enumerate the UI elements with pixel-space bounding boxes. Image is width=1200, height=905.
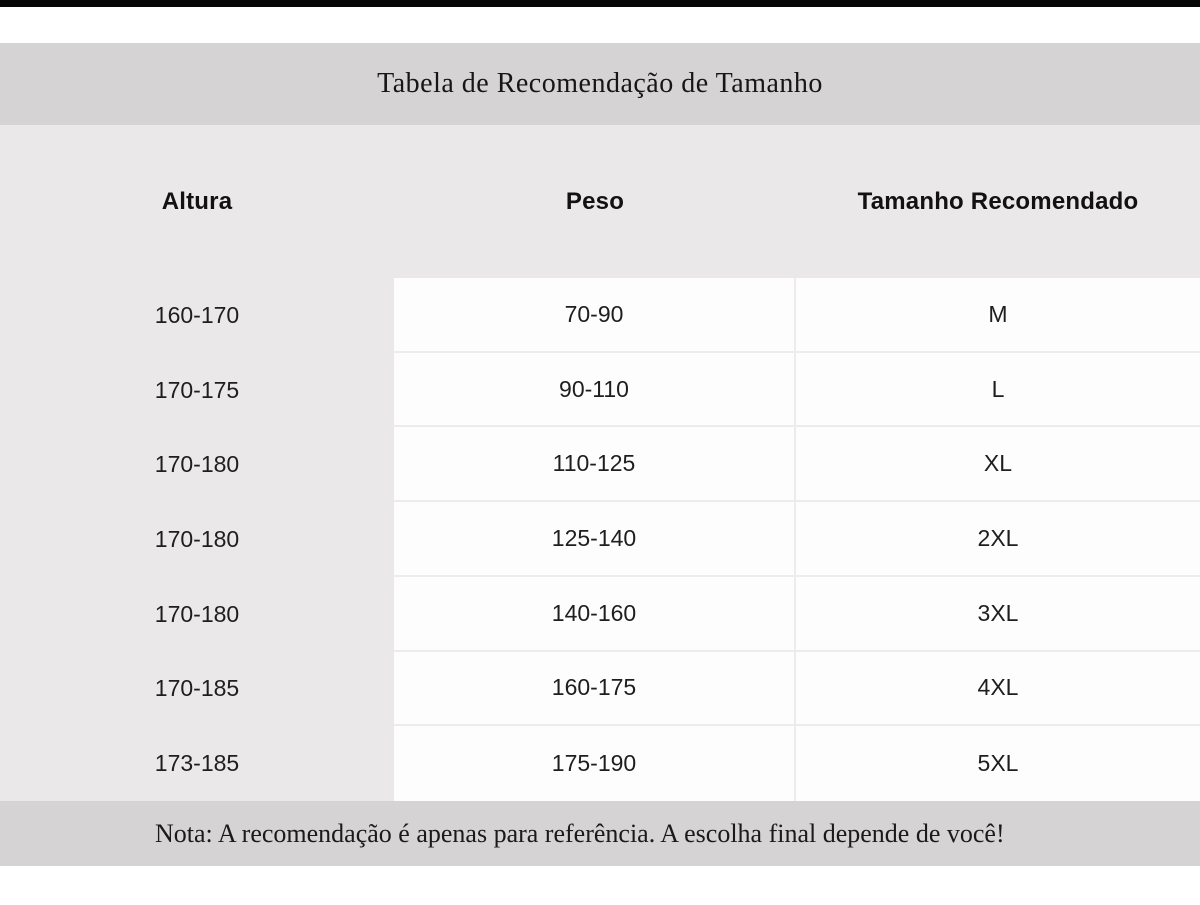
size-table bbox=[0, 125, 1200, 801]
page-title: Tabela de Recomendação de Tamanho bbox=[377, 68, 823, 99]
top-black-bar bbox=[0, 0, 1200, 7]
cell-tamanho: L bbox=[796, 353, 1200, 428]
cell-tamanho: 3XL bbox=[796, 577, 1200, 652]
cell-altura: 173-185 bbox=[154, 750, 240, 777]
table-row bbox=[0, 652, 1200, 727]
cell-altura: 170-185 bbox=[154, 675, 240, 702]
cell-peso: 160-175 bbox=[394, 652, 796, 727]
cell-altura: 170-180 bbox=[154, 451, 240, 478]
table-row bbox=[0, 502, 1200, 577]
cell-peso: 125-140 bbox=[394, 502, 796, 577]
note-text: Nota: A recomendação é apenas para referência. A escolha final depende de você! bbox=[155, 818, 1005, 848]
cell-tamanho: 4XL bbox=[796, 652, 1200, 727]
table-row bbox=[0, 278, 1200, 353]
cell-tamanho: M bbox=[796, 278, 1200, 353]
cell-tamanho: XL bbox=[796, 427, 1200, 502]
cell-altura: 170-180 bbox=[154, 600, 240, 627]
table-row bbox=[0, 577, 1200, 652]
cell-tamanho: 5XL bbox=[796, 726, 1200, 801]
column-header-altura: Altura bbox=[161, 187, 233, 215]
table-row bbox=[0, 726, 1200, 801]
table-row bbox=[0, 353, 1200, 428]
table-body bbox=[0, 278, 1200, 801]
cell-altura: 160-170 bbox=[154, 301, 240, 328]
column-header-peso: Peso bbox=[565, 187, 625, 215]
cell-peso: 140-160 bbox=[394, 577, 796, 652]
cell-peso: 175-190 bbox=[394, 726, 796, 801]
title-band bbox=[0, 43, 1200, 125]
note-band bbox=[0, 801, 1200, 866]
table-header-row bbox=[0, 125, 1200, 278]
cell-altura: 170-180 bbox=[154, 526, 240, 553]
cell-peso: 70-90 bbox=[394, 278, 796, 353]
cell-altura: 170-175 bbox=[154, 376, 240, 403]
cell-peso: 90-110 bbox=[394, 353, 796, 428]
cell-tamanho: 2XL bbox=[796, 502, 1200, 577]
cell-peso: 110-125 bbox=[394, 427, 796, 502]
column-header-tamanho: Tamanho Recomendado bbox=[857, 187, 1139, 215]
table-row bbox=[0, 427, 1200, 502]
